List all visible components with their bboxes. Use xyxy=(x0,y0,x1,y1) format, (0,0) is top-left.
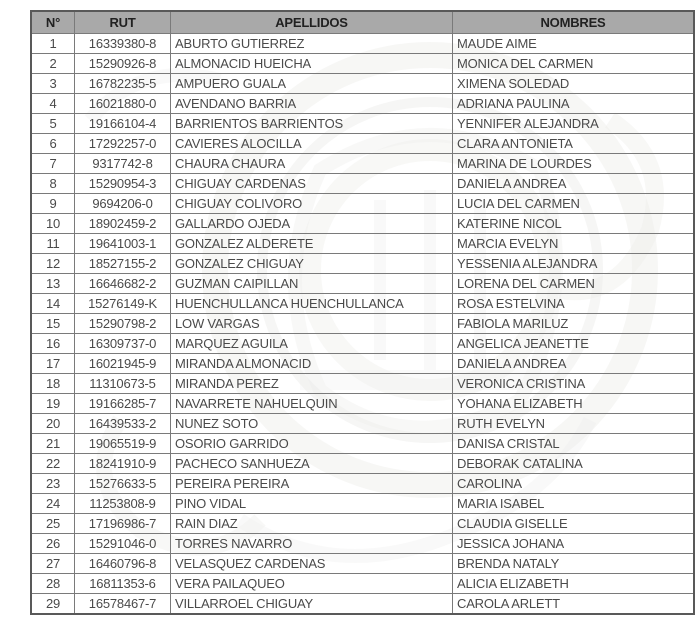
cell-apellidos: GONZALEZ ALDERETE xyxy=(171,234,453,254)
cell-rut: 16439533-2 xyxy=(75,414,171,434)
cell-rut: 16578467-7 xyxy=(75,594,171,615)
cell-apellidos: NUNEZ SOTO xyxy=(171,414,453,434)
cell-nombres: CAROLA ARLETT xyxy=(453,594,695,615)
cell-n: 17 xyxy=(31,354,75,374)
table-row xyxy=(31,354,694,374)
cell-nombres: MARIA ISABEL xyxy=(453,494,695,514)
cell-n: 28 xyxy=(31,574,75,594)
table-row xyxy=(31,74,694,94)
cell-apellidos: PACHECO SANHUEZA xyxy=(171,454,453,474)
cell-n: 29 xyxy=(31,594,75,615)
table-row xyxy=(31,214,694,234)
table-row xyxy=(31,374,694,394)
table-row xyxy=(31,514,694,534)
cell-n: 8 xyxy=(31,174,75,194)
cell-apellidos: CAVIERES ALOCILLA xyxy=(171,134,453,154)
cell-n: 7 xyxy=(31,154,75,174)
header-cell-nombres: NOMBRES xyxy=(453,11,695,34)
cell-apellidos: BARRIENTOS BARRIENTOS xyxy=(171,114,453,134)
cell-nombres: MARCIA EVELYN xyxy=(453,234,695,254)
cell-n: 22 xyxy=(31,454,75,474)
cell-nombres: VERONICA CRISTINA xyxy=(453,374,695,394)
table-row xyxy=(31,114,694,134)
header-row xyxy=(31,11,694,34)
cell-apellidos: VELASQUEZ CARDENAS xyxy=(171,554,453,574)
cell-n: 14 xyxy=(31,294,75,314)
cell-nombres: YENNIFER ALEJANDRA xyxy=(453,114,695,134)
cell-nombres: LORENA DEL CARMEN xyxy=(453,274,695,294)
cell-nombres: CAROLINA xyxy=(453,474,695,494)
cell-rut: 18241910-9 xyxy=(75,454,171,474)
cell-nombres: DANISA CRISTAL xyxy=(453,434,695,454)
cell-apellidos: PEREIRA PEREIRA xyxy=(171,474,453,494)
table-row xyxy=(31,234,694,254)
table-row xyxy=(31,534,694,554)
cell-n: 5 xyxy=(31,114,75,134)
cell-rut: 19166285-7 xyxy=(75,394,171,414)
table-row xyxy=(31,274,694,294)
roster-table xyxy=(30,10,695,615)
cell-rut: 16782235-5 xyxy=(75,74,171,94)
cell-nombres: RUTH EVELYN xyxy=(453,414,695,434)
cell-rut: 15290954-3 xyxy=(75,174,171,194)
cell-rut: 18527155-2 xyxy=(75,254,171,274)
cell-n: 4 xyxy=(31,94,75,114)
cell-nombres: MAUDE AIME xyxy=(453,34,695,54)
table-row xyxy=(31,314,694,334)
cell-rut: 15291046-0 xyxy=(75,534,171,554)
cell-nombres: KATERINE NICOL xyxy=(453,214,695,234)
cell-apellidos: PINO VIDAL xyxy=(171,494,453,514)
cell-nombres: JESSICA JOHANA xyxy=(453,534,695,554)
cell-rut: 9317742-8 xyxy=(75,154,171,174)
cell-n: 10 xyxy=(31,214,75,234)
cell-n: 3 xyxy=(31,74,75,94)
cell-nombres: BRENDA NATALY xyxy=(453,554,695,574)
cell-rut: 9694206-0 xyxy=(75,194,171,214)
table-row xyxy=(31,94,694,114)
cell-rut: 16309737-0 xyxy=(75,334,171,354)
cell-rut: 15290926-8 xyxy=(75,54,171,74)
cell-n: 6 xyxy=(31,134,75,154)
cell-n: 27 xyxy=(31,554,75,574)
cell-nombres: FABIOLA MARILUZ xyxy=(453,314,695,334)
cell-nombres: ANGELICA JEANETTE xyxy=(453,334,695,354)
cell-apellidos: CHIGUAY COLIVORO xyxy=(171,194,453,214)
cell-nombres: DANIELA ANDREA xyxy=(453,354,695,374)
table-row xyxy=(31,254,694,274)
cell-nombres: DANIELA ANDREA xyxy=(453,174,695,194)
cell-n: 11 xyxy=(31,234,75,254)
cell-rut: 16339380-8 xyxy=(75,34,171,54)
cell-apellidos: GALLARDO OJEDA xyxy=(171,214,453,234)
cell-rut: 16460796-8 xyxy=(75,554,171,574)
cell-nombres: YOHANA ELIZABETH xyxy=(453,394,695,414)
table-row xyxy=(31,134,694,154)
cell-n: 19 xyxy=(31,394,75,414)
cell-rut: 18902459-2 xyxy=(75,214,171,234)
cell-rut: 19641003-1 xyxy=(75,234,171,254)
cell-rut: 11253808-9 xyxy=(75,494,171,514)
roster-table-header xyxy=(31,11,694,34)
header-cell-apellidos: APELLIDOS xyxy=(171,11,453,34)
cell-apellidos: MIRANDA PEREZ xyxy=(171,374,453,394)
cell-apellidos: AMPUERO GUALA xyxy=(171,74,453,94)
cell-rut: 19166104-4 xyxy=(75,114,171,134)
cell-apellidos: TORRES NAVARRO xyxy=(171,534,453,554)
cell-apellidos: AVENDANO BARRIA xyxy=(171,94,453,114)
cell-nombres: ADRIANA PAULINA xyxy=(453,94,695,114)
header-cell-rut: RUT xyxy=(75,11,171,34)
cell-apellidos: GUZMAN CAIPILLAN xyxy=(171,274,453,294)
cell-n: 21 xyxy=(31,434,75,454)
cell-rut: 16646682-2 xyxy=(75,274,171,294)
cell-rut: 16811353-6 xyxy=(75,574,171,594)
cell-rut: 15290798-2 xyxy=(75,314,171,334)
cell-nombres: DEBORAK CATALINA xyxy=(453,454,695,474)
table-row xyxy=(31,554,694,574)
table-row xyxy=(31,394,694,414)
cell-n: 23 xyxy=(31,474,75,494)
cell-n: 18 xyxy=(31,374,75,394)
header-cell-n: N° xyxy=(31,11,75,34)
cell-nombres: LUCIA DEL CARMEN xyxy=(453,194,695,214)
cell-n: 1 xyxy=(31,34,75,54)
cell-rut: 11310673-5 xyxy=(75,374,171,394)
cell-apellidos: CHAURA CHAURA xyxy=(171,154,453,174)
cell-n: 16 xyxy=(31,334,75,354)
cell-apellidos: MARQUEZ AGUILA xyxy=(171,334,453,354)
table-row xyxy=(31,434,694,454)
cell-n: 15 xyxy=(31,314,75,334)
cell-apellidos: ALMONACID HUEICHA xyxy=(171,54,453,74)
cell-rut: 17292257-0 xyxy=(75,134,171,154)
cell-rut: 19065519-9 xyxy=(75,434,171,454)
cell-apellidos: LOW VARGAS xyxy=(171,314,453,334)
cell-nombres: ALICIA ELIZABETH xyxy=(453,574,695,594)
table-body xyxy=(31,34,694,615)
cell-n: 9 xyxy=(31,194,75,214)
table-row xyxy=(31,174,694,194)
cell-n: 25 xyxy=(31,514,75,534)
cell-rut: 17196986-7 xyxy=(75,514,171,534)
table-row xyxy=(31,34,694,54)
table-row xyxy=(31,54,694,74)
table-row xyxy=(31,494,694,514)
cell-nombres: XIMENA SOLEDAD xyxy=(453,74,695,94)
cell-rut: 15276149-K xyxy=(75,294,171,314)
cell-rut: 16021880-0 xyxy=(75,94,171,114)
cell-apellidos: MIRANDA ALMONACID xyxy=(171,354,453,374)
cell-nombres: CLARA ANTONIETA xyxy=(453,134,695,154)
cell-n: 26 xyxy=(31,534,75,554)
cell-nombres: MARINA DE LOURDES xyxy=(453,154,695,174)
cell-apellidos: OSORIO GARRIDO xyxy=(171,434,453,454)
cell-apellidos: ABURTO GUTIERREZ xyxy=(171,34,453,54)
table-row xyxy=(31,574,694,594)
cell-n: 20 xyxy=(31,414,75,434)
cell-n: 24 xyxy=(31,494,75,514)
table-row xyxy=(31,154,694,174)
table-row xyxy=(31,194,694,214)
table-row xyxy=(31,294,694,314)
cell-apellidos: NAVARRETE NAHUELQUIN xyxy=(171,394,453,414)
cell-n: 13 xyxy=(31,274,75,294)
cell-apellidos: CHIGUAY CARDENAS xyxy=(171,174,453,194)
cell-rut: 15276633-5 xyxy=(75,474,171,494)
table-row xyxy=(31,474,694,494)
table-row xyxy=(31,414,694,434)
cell-apellidos: VERA PAILAQUEO xyxy=(171,574,453,594)
cell-apellidos: VILLARROEL CHIGUAY xyxy=(171,594,453,615)
cell-nombres: MONICA DEL CARMEN xyxy=(453,54,695,74)
cell-rut: 16021945-9 xyxy=(75,354,171,374)
table-row xyxy=(31,594,694,615)
cell-n: 2 xyxy=(31,54,75,74)
cell-apellidos: HUENCHULLANCA HUENCHULLANCA xyxy=(171,294,453,314)
cell-nombres: ROSA ESTELVINA xyxy=(453,294,695,314)
table-row xyxy=(31,334,694,354)
cell-nombres: YESSENIA ALEJANDRA xyxy=(453,254,695,274)
cell-nombres: CLAUDIA GISELLE xyxy=(453,514,695,534)
cell-apellidos: GONZALEZ CHIGUAY xyxy=(171,254,453,274)
cell-n: 12 xyxy=(31,254,75,274)
cell-apellidos: RAIN DIAZ xyxy=(171,514,453,534)
table-row xyxy=(31,454,694,474)
